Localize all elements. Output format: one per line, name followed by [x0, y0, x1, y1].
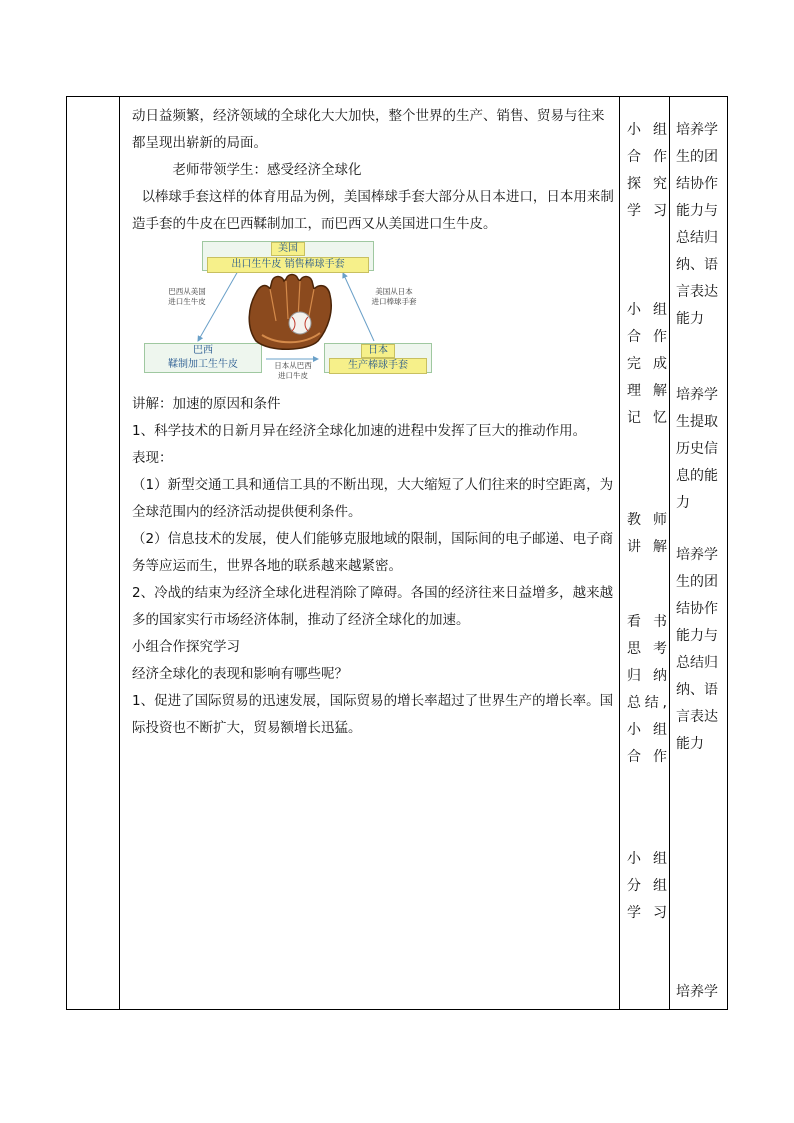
activity-line: 理 解: [627, 383, 667, 399]
activity-line: 探 究: [627, 176, 667, 192]
aim-line: 培养学: [676, 547, 718, 563]
aim-line: 言表达: [676, 709, 718, 725]
aim-line: 结协作: [676, 601, 718, 617]
activity-line: 学习: [627, 203, 667, 219]
aim-line: 纳、语: [676, 682, 718, 698]
activity-line: 小 组: [627, 722, 667, 738]
japan-title: 日本: [361, 344, 395, 358]
note-line: 进口棒球手套: [371, 297, 417, 306]
content-question: 经济全球化的表现和影响有哪些呢？: [132, 666, 348, 682]
content-heading: 老师带领学生：感受经济全球化: [172, 162, 362, 178]
aim-block: [676, 542, 728, 758]
aim-line: 总结归: [676, 655, 718, 671]
aim-line: 息的能: [676, 468, 718, 484]
brazil-title: 巴西: [193, 345, 213, 356]
activity-block: [627, 609, 667, 771]
content-paragraph: （1）新型交通工具和通信工具的不断出现，大大缩短了人们往来的时空距离，为全球范围内的经济活动提供便利条件。: [132, 477, 614, 520]
activity-line: 总结,: [627, 695, 667, 711]
note-line: 巴西从美国: [168, 287, 206, 296]
japan-text: 生产棒球手套: [329, 358, 427, 374]
content-paragraph: （2）信息技术的发展，使人们能够克服地域的限制，国际间的电子邮递、电子商务等应运而生，世界各地的联系越来越紧密。: [132, 531, 614, 574]
aim-line: 生的团: [676, 149, 718, 165]
activity-line: 记忆: [627, 410, 667, 426]
aim-line: 历史信: [676, 441, 718, 457]
note-line: 美国从日本: [375, 287, 413, 296]
activity-block: [627, 297, 667, 432]
activity-line: 归 纳: [627, 668, 667, 684]
aim-line: 生的团: [676, 574, 718, 590]
content-paragraph: 1、促进了国际贸易的迅速发展，国际贸易的增长率超过了世界生产的增长率。国际投资也不断扩大，贸易额增长迅猛。: [132, 693, 614, 736]
activity-line: 讲解: [627, 539, 667, 555]
activity-line: 思 考: [627, 641, 667, 657]
aim-line: 能力: [676, 736, 704, 752]
japan-box: [324, 343, 432, 373]
aim-line: 纳、语: [676, 257, 718, 273]
design-intent-column: [671, 97, 729, 1009]
usa-title: 美国: [271, 242, 305, 256]
aim-block: [676, 979, 728, 1006]
usa-box: [202, 241, 374, 271]
column-divider: [119, 97, 120, 1009]
teaching-content-column: [126, 97, 620, 1009]
activity-line: 学习: [627, 905, 667, 921]
activity-line: 合 作: [627, 329, 667, 345]
activity-line: 小 组: [627, 302, 667, 318]
activity-block: [627, 846, 667, 927]
usa-text: 出口生牛皮 销售棒球手套: [207, 257, 369, 273]
aim-line: 培养学: [676, 387, 718, 403]
aim-line: 能力: [676, 311, 704, 327]
content-paragraph: 动日益频繁，经济领域的全球化大大加快，整个世界的生产、销售、贸易与往来都呈现出崭新的局面。: [132, 108, 605, 151]
aim-block: [676, 382, 728, 517]
column-divider: [669, 97, 670, 1009]
lesson-table: [66, 96, 728, 1010]
aim-line: 结协作: [676, 176, 718, 192]
baseball-glove-image: [242, 271, 338, 355]
activity-line: 完成: [627, 356, 667, 372]
activity-line: 分 组: [627, 878, 667, 894]
aim-block: [676, 117, 728, 333]
note-japan-import: [258, 361, 328, 381]
content-heading: 小组合作探究学习: [132, 639, 240, 655]
aim-line: 生提取: [676, 414, 718, 430]
activity-line: 合 作: [627, 149, 667, 165]
aim-line: 言表达: [676, 284, 718, 300]
note-brazil-import: [152, 287, 222, 307]
content-paragraph: 2、冷战的结束为经济全球化进程消除了障碍。各国的经济往来日益增多，越来越多的国家实行市场经济体制，推动了经济全球化的加速。: [132, 585, 614, 628]
aim-line: 力: [676, 495, 690, 511]
note-line: 日本从巴西: [274, 361, 312, 370]
aim-line: 能力与: [676, 203, 718, 219]
activity-line: 合作: [627, 749, 667, 765]
activity-block: [627, 507, 667, 561]
student-activity-column: [623, 97, 667, 1009]
note-line: 进口牛皮: [278, 371, 308, 380]
activity-line: 看 书: [627, 614, 667, 630]
content-heading: 讲解：加速的原因和条件: [132, 396, 281, 412]
aim-line: 总结归: [676, 230, 718, 246]
note-usa-import: [354, 287, 434, 307]
activity-block: [627, 117, 667, 225]
brazil-text: 鞣制加工生牛皮: [168, 359, 238, 370]
activity-line: 教 师: [627, 512, 667, 528]
content-paragraph: 表现：: [132, 450, 173, 466]
baseball-glove-trade-diagram: [138, 241, 438, 387]
aim-line: 培养学: [676, 984, 718, 1000]
activity-line: 小 组: [627, 851, 667, 867]
aim-line: 能力与: [676, 628, 718, 644]
aim-line: 培养学: [676, 122, 718, 138]
content-paragraph: 1、科学技术的日新月异在经济全球化加速的进程中发挥了巨大的推动作用。: [132, 423, 587, 439]
note-line: 进口生牛皮: [168, 297, 206, 306]
activity-line: 小 组: [627, 122, 667, 138]
content-paragraph: 以棒球手套这样的体育用品为例，美国棒球手套大部分从日本进口，日本用来制造手套的牛皮在巴西鞣制加工，而巴西又从美国进口生牛皮。: [132, 189, 614, 232]
